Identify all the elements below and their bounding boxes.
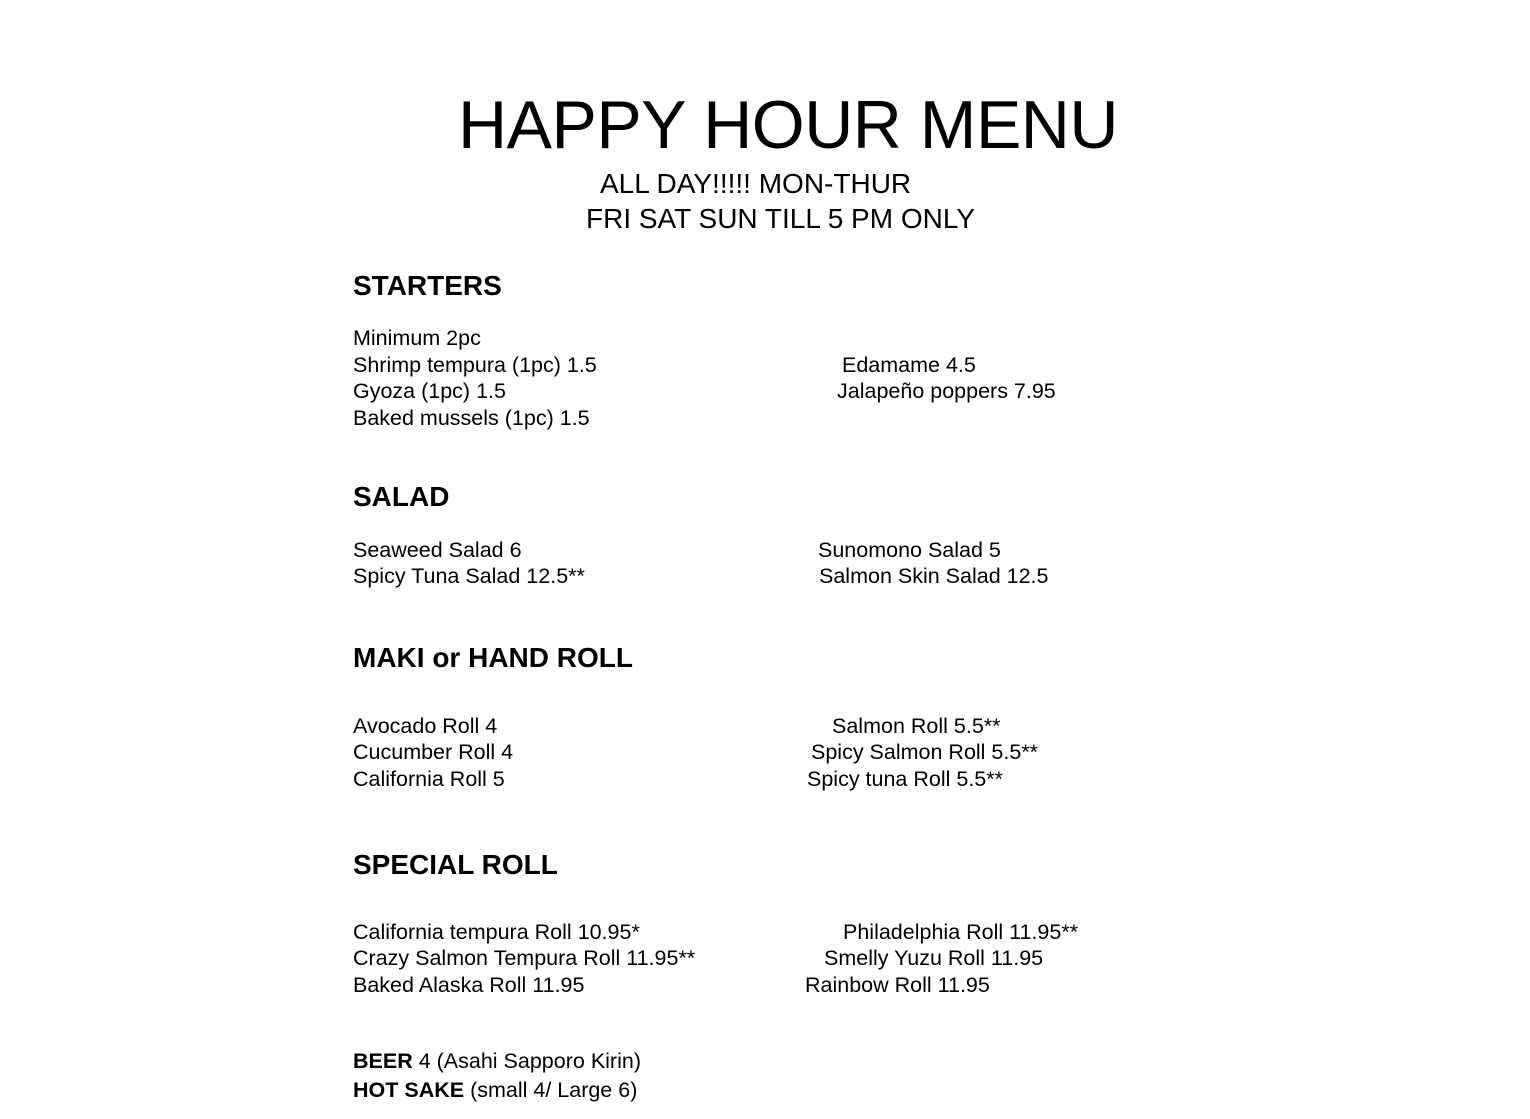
- section-heading-starters: STARTERS: [353, 270, 502, 301]
- section-heading-maki: MAKI or HAND ROLL: [353, 642, 633, 673]
- menu-item: Spicy Tuna Salad 12.5**: [353, 564, 585, 588]
- menu-item: California Roll 5: [353, 767, 505, 791]
- menu-item: Seaweed Salad 6: [353, 538, 522, 562]
- menu-item: Crazy Salmon Tempura Roll 11.95**: [353, 946, 696, 970]
- beer-label: BEER: [353, 1049, 413, 1073]
- hot-sake-detail: (small 4/ Large 6): [464, 1078, 638, 1102]
- menu-item: Spicy Salmon Roll 5.5**: [811, 740, 1039, 764]
- hot-sake-label: HOT SAKE: [353, 1078, 465, 1102]
- menu-item: Jalapeño poppers 7.95: [837, 379, 1056, 403]
- menu-item: Avocado Roll 4: [353, 714, 498, 738]
- menu-item: Rainbow Roll 11.95: [805, 973, 990, 997]
- menu-subtitle-days: ALL DAY!!!!! MON-THUR: [600, 168, 912, 199]
- menu-item: Gyoza (1pc) 1.5: [353, 379, 506, 403]
- starters-note: Minimum 2pc: [353, 326, 481, 350]
- drink-beer: [353, 1048, 641, 1075]
- menu-item: Smelly Yuzu Roll 11.95: [824, 946, 1044, 970]
- menu-item: Baked mussels (1pc) 1.5: [353, 406, 590, 430]
- menu-item: Edamame 4.5: [842, 353, 976, 377]
- menu-item: California tempura Roll 10.95*: [353, 920, 640, 944]
- menu-item: Salmon Skin Salad 12.5: [819, 564, 1049, 588]
- beer-detail: 4 (Asahi Sapporo Kirin): [412, 1049, 641, 1073]
- menu-title: HAPPY HOUR MENU: [458, 87, 1119, 163]
- drink-hot-sake: [353, 1077, 637, 1104]
- menu-item: Spicy tuna Roll 5.5**: [807, 767, 1003, 791]
- menu-item: Cucumber Roll 4: [353, 740, 514, 764]
- menu-item: Philadelphia Roll 11.95**: [843, 920, 1079, 944]
- menu-item: Sunomono Salad 5: [818, 538, 1001, 562]
- section-heading-salad: SALAD: [353, 481, 450, 512]
- menu-item: Baked Alaska Roll 11.95: [353, 973, 585, 997]
- section-heading-special-roll: SPECIAL ROLL: [353, 849, 558, 880]
- menu-item: Salmon Roll 5.5**: [832, 714, 1001, 738]
- menu-item: Shrimp tempura (1pc) 1.5: [353, 353, 597, 377]
- menu-subtitle-weekend: FRI SAT SUN TILL 5 PM ONLY: [586, 203, 975, 234]
